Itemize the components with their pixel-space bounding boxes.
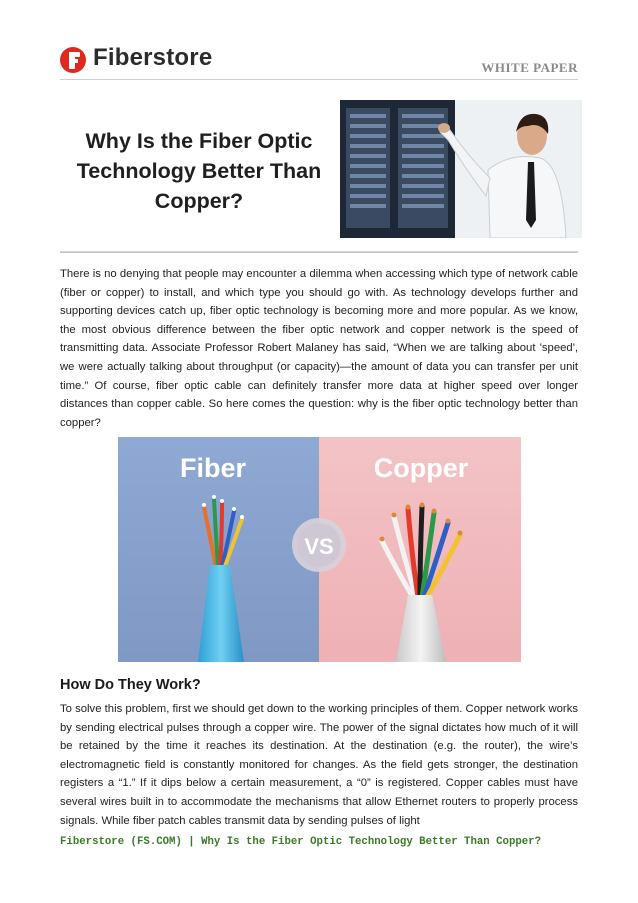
fiberstore-logo-icon — [60, 47, 86, 73]
header-divider — [60, 79, 578, 80]
hero-photo-datacenter-engineer — [340, 100, 582, 238]
figure-left-label: Fiber — [179, 453, 247, 483]
fiber-vs-copper-illustration — [118, 437, 521, 662]
page-footer: Fiberstore (FS.COM) | Why Is the Fiber Optic Technology Better Than Copper? — [60, 836, 542, 848]
title-line-3: Copper? — [154, 189, 244, 213]
title-divider — [60, 251, 578, 253]
figure-vs-label: VS — [304, 534, 334, 559]
section-heading: How Do They Work? — [60, 677, 201, 693]
title-line-1: Why Is the Fiber Optic — [85, 129, 313, 153]
hero-illustration — [340, 100, 582, 238]
white-paper-label: WHITE PAPER — [481, 60, 578, 75]
figure-right-label: Copper — [373, 453, 469, 483]
title-line-2: Technology Better Than — [76, 159, 322, 183]
fiber-vs-copper-figure — [118, 437, 521, 662]
document-title — [56, 126, 342, 216]
brand-logo — [60, 44, 213, 78]
section-paragraph: To solve this problem, first we should get down to the working principles of them. Copper network works by sending electrical pulses through a copper wire. The power of the signal dictates how much of it will be retained by the time it reaches its destination. At the destination (e.g. the router), the wire’s electromagnetic field is constantly monitored for changes. As the field gets stronger, the destination registers a “1.” If it dips below a certain measurement, a “0” is registered. Copper cables must have several wires built in to accommodate the mechanisms that allow Ethernet routers to properly process signals. While fiber patch cables transmit data by sending pulses of light — [60, 703, 578, 827]
intro-paragraph: There is no denying that people may encounter a dilemma when accessing which type of network cable (fiber or copper) to install, and which type you should go with. As technology develops further and supporting devices catch up, fiber optic technology is becoming more and more popular. As we know, the most obvious difference between the fiber optic network and copper network is the speed of transmitting data. Associate Professor Robert Malaney has said, “When we are talking about 'speed', we were actually talking about throughput (or capacity)—the amount of data you can transfer per unit time.” Of course, fiber optic cable can definitely transfer more data at higher speed over longer distances than copper cable. So here comes the question: why is the fiber optic technology better than copper? — [60, 268, 578, 429]
logo-text: Fiberstore — [93, 44, 213, 71]
